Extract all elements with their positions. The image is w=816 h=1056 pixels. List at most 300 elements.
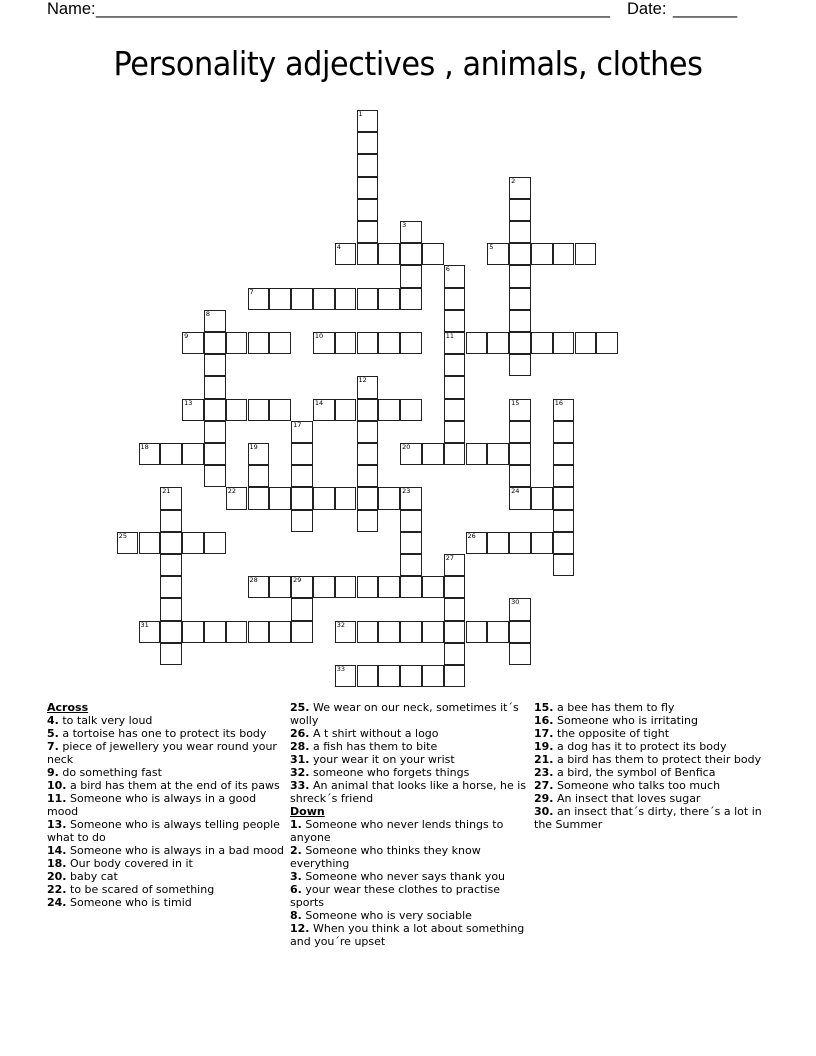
crossword-cell[interactable]	[378, 621, 400, 643]
crossword-cell[interactable]	[357, 510, 379, 532]
crossword-cell[interactable]	[335, 576, 357, 598]
clue-text: Someone who is always in a good mood	[47, 792, 257, 818]
clue-text: someone who forgets things	[313, 766, 470, 779]
crossword-cell[interactable]	[378, 576, 400, 598]
crossword-cell[interactable]	[400, 621, 422, 643]
clue-text: do something fast	[62, 766, 162, 779]
crossword-cell[interactable]	[553, 399, 575, 421]
crossword-cell[interactable]	[487, 621, 509, 643]
clue-number: 14.	[47, 844, 67, 857]
crossword-cell[interactable]	[553, 510, 575, 532]
crossword-cell[interactable]	[400, 532, 422, 554]
crossword-cell[interactable]	[553, 487, 575, 509]
clue-number: 17.	[534, 727, 554, 740]
across-heading: Across	[47, 701, 89, 714]
crossword-cell[interactable]	[400, 576, 422, 598]
crossword-cell[interactable]	[269, 332, 291, 354]
crossword-cell[interactable]	[509, 288, 531, 310]
crossword-cell[interactable]	[357, 576, 379, 598]
clue-text: a bird has them at the end of its paws	[70, 779, 280, 792]
crossword-cell[interactable]	[226, 332, 248, 354]
clue-across-item	[47, 766, 287, 779]
crossword-cell[interactable]	[204, 421, 226, 443]
crossword-cell[interactable]	[466, 532, 488, 554]
clue-text: your wear it on your wrist	[313, 753, 455, 766]
crossword-cell[interactable]	[248, 332, 270, 354]
crossword-cell[interactable]	[357, 376, 379, 398]
clue-number: 28	[249, 576, 258, 585]
crossword-cell[interactable]	[182, 621, 204, 643]
crossword-cell[interactable]	[509, 177, 531, 199]
crossword-cell[interactable]	[400, 443, 422, 465]
clue-across-item	[47, 883, 287, 896]
crossword-cell[interactable]	[335, 487, 357, 509]
crossword-cell[interactable]	[269, 487, 291, 509]
crossword-cell[interactable]	[291, 465, 313, 487]
clue-number: 7.	[47, 740, 59, 753]
clue-text: a fish has them to bite	[313, 740, 438, 753]
crossword-cell[interactable]	[553, 243, 575, 265]
clues-column-1	[47, 701, 287, 909]
crossword-cell[interactable]	[400, 399, 422, 421]
clue-text: Someone who never lends things to anyone	[290, 818, 504, 844]
crossword-cell[interactable]	[204, 310, 226, 332]
crossword-cell[interactable]	[487, 243, 509, 265]
crossword-cell[interactable]	[313, 332, 335, 354]
crossword-cell[interactable]	[444, 665, 466, 687]
clue-number: 23.	[534, 766, 554, 779]
crossword-cell[interactable]	[357, 487, 379, 509]
clue-across-item	[47, 779, 287, 792]
crossword-cell[interactable]	[422, 243, 444, 265]
clue-across-item	[47, 896, 287, 909]
crossword-cell[interactable]	[204, 332, 226, 354]
crossword-cell[interactable]	[313, 576, 335, 598]
crossword-cell[interactable]	[160, 487, 182, 509]
crossword-cell[interactable]	[509, 199, 531, 221]
crossword-cell[interactable]	[509, 487, 531, 509]
clue-across-item	[47, 818, 287, 844]
crossword-cell[interactable]	[357, 621, 379, 643]
crossword-cell[interactable]	[487, 532, 509, 554]
clue-number: 7	[249, 287, 254, 296]
clue-number: 2.	[290, 844, 302, 857]
crossword-cell[interactable]	[422, 665, 444, 687]
clue-text: to be scared of something	[70, 883, 215, 896]
clue-text: Someone who never says thank you	[305, 870, 506, 883]
crossword-cell[interactable]	[531, 243, 553, 265]
clue-number: 22	[227, 487, 236, 496]
crossword-cell[interactable]	[487, 332, 509, 354]
crossword-cell[interactable]	[487, 443, 509, 465]
clue-text: Someone who is very sociable	[305, 909, 472, 922]
clue-number: 12.	[290, 922, 310, 935]
crossword-cell[interactable]	[269, 288, 291, 310]
crossword-cell[interactable]	[466, 332, 488, 354]
crossword-cell[interactable]	[400, 265, 422, 287]
clue-text: Someone who is always telling people what to do	[47, 818, 280, 844]
crossword-cell[interactable]	[335, 399, 357, 421]
clue-number: 29	[293, 576, 302, 585]
clue-number: 32	[336, 620, 345, 629]
crossword-cell[interactable]	[313, 288, 335, 310]
clue-number: 26.	[290, 727, 310, 740]
crossword-cell[interactable]	[378, 332, 400, 354]
crossword-cell[interactable]	[444, 576, 466, 598]
clue-number: 21.	[534, 753, 554, 766]
crossword-cell[interactable]	[357, 465, 379, 487]
crossword-cell[interactable]	[160, 643, 182, 665]
crossword-cell[interactable]	[400, 288, 422, 310]
clue-down-item	[534, 792, 774, 805]
crossword-cell[interactable]	[509, 399, 531, 421]
crossword-cell[interactable]	[509, 221, 531, 243]
clue-number: 15	[511, 398, 520, 407]
crossword-cell[interactable]	[139, 621, 161, 643]
clue-number: 33.	[290, 779, 310, 792]
clue-number: 1	[358, 110, 363, 118]
clue-down-item	[290, 844, 530, 870]
crossword-cell[interactable]	[357, 154, 379, 176]
crossword-cell[interactable]	[357, 665, 379, 687]
clue-number: 24.	[47, 896, 67, 909]
clue-down-item	[534, 805, 774, 831]
crossword-cell[interactable]	[248, 443, 270, 465]
crossword-cell[interactable]	[291, 621, 313, 643]
clue-across-item	[290, 766, 530, 779]
crossword-cell[interactable]	[400, 243, 422, 265]
crossword-cell[interactable]	[160, 554, 182, 576]
crossword-cell[interactable]	[204, 621, 226, 643]
clue-number: 3	[402, 221, 407, 229]
clue-number: 29.	[534, 792, 554, 805]
crossword-cell[interactable]	[400, 332, 422, 354]
clue-number: 5	[489, 243, 494, 252]
clue-down-item	[290, 883, 530, 909]
crossword-cell[interactable]	[248, 576, 270, 598]
crossword-cell[interactable]	[182, 399, 204, 421]
crossword-cell[interactable]	[553, 332, 575, 354]
clue-text: A t shirt without a logo	[313, 727, 439, 740]
clue-number: 30	[511, 598, 520, 607]
crossword-cell[interactable]	[357, 443, 379, 465]
crossword-cell[interactable]	[226, 621, 248, 643]
crossword-cell[interactable]	[313, 399, 335, 421]
clue-number: 26	[467, 531, 476, 540]
clue-number: 12	[358, 376, 367, 385]
crossword-cell[interactable]	[400, 487, 422, 509]
name-field[interactable]: ________________________________________________________	[96, 0, 610, 18]
clue-text: an insect that´s dirty, there´s a lot in the Summer	[534, 805, 762, 831]
clue-down-item	[290, 870, 530, 883]
crossword-cell[interactable]	[509, 598, 531, 620]
clue-across-item	[290, 753, 530, 766]
crossword-cell[interactable]	[378, 487, 400, 509]
crossword-cell[interactable]	[226, 399, 248, 421]
clue-down-item	[534, 701, 774, 714]
page-title: Personality adjectives , animals, clothes	[113, 44, 703, 83]
crossword-cell[interactable]	[357, 177, 379, 199]
clue-across-item	[47, 857, 287, 870]
crossword-cell[interactable]	[160, 510, 182, 532]
clue-text: a bird has them to protect their body	[557, 753, 762, 766]
clue-number: 9.	[47, 766, 59, 779]
crossword-cell[interactable]	[335, 243, 357, 265]
clue-number: 31.	[290, 753, 310, 766]
clue-number: 20	[402, 443, 411, 451]
crossword-cell[interactable]	[313, 487, 335, 509]
clue-down-item	[290, 909, 530, 922]
crossword-cell[interactable]	[160, 598, 182, 620]
clue-number: 13.	[47, 818, 67, 831]
crossword-cell[interactable]	[378, 665, 400, 687]
crossword-cell[interactable]	[160, 443, 182, 465]
clue-text: the opposite of tight	[557, 727, 670, 740]
clue-number: 25	[118, 531, 127, 540]
crossword-cell[interactable]	[291, 487, 313, 509]
crossword-cell[interactable]	[291, 443, 313, 465]
clue-number: 33	[336, 665, 345, 673]
crossword-cell[interactable]	[291, 510, 313, 532]
crossword-cell[interactable]	[357, 132, 379, 154]
crossword-cell[interactable]	[182, 332, 204, 354]
clue-number: 14	[314, 398, 324, 407]
crossword-cell[interactable]	[509, 265, 531, 287]
clue-number: 17	[293, 420, 302, 429]
clue-number: 19.	[534, 740, 554, 753]
crossword-cell[interactable]	[553, 532, 575, 554]
crossword-cell[interactable]	[444, 621, 466, 643]
clue-text: Someone who is irritating	[557, 714, 698, 727]
clue-across-item	[47, 740, 287, 766]
crossword-cell[interactable]	[444, 421, 466, 443]
crossword-cell[interactable]	[466, 443, 488, 465]
crossword-cell[interactable]	[269, 399, 291, 421]
crossword-cell[interactable]	[509, 332, 531, 354]
crossword-cell[interactable]	[531, 487, 553, 509]
crossword-cell[interactable]	[204, 465, 226, 487]
clue-number: 16.	[534, 714, 554, 727]
date-field[interactable]: _______	[673, 0, 738, 18]
clue-text: When you think a lot about something and you´re upset	[290, 922, 525, 948]
clue-across-item	[47, 727, 287, 740]
crossword-cell[interactable]	[160, 576, 182, 598]
crossword-cell[interactable]	[248, 465, 270, 487]
crossword-cell[interactable]	[400, 510, 422, 532]
clue-down-item	[534, 727, 774, 740]
crossword-cell[interactable]	[444, 554, 466, 576]
clue-down-item	[534, 766, 774, 779]
clue-across-item	[290, 779, 530, 805]
clue-across-item	[290, 727, 530, 740]
clue-number: 6.	[290, 883, 302, 896]
clue-number: 11.	[47, 792, 67, 805]
crossword-cell[interactable]	[248, 621, 270, 643]
clue-number: 6	[445, 265, 450, 274]
clue-number: 11	[445, 332, 454, 340]
crossword-cell[interactable]	[596, 332, 618, 354]
crossword-cell[interactable]	[269, 576, 291, 598]
crossword-cell[interactable]	[509, 532, 531, 554]
crossword-cell[interactable]	[335, 332, 357, 354]
clue-text: Someone who thinks they know everything	[290, 844, 481, 870]
crossword-cell[interactable]	[204, 532, 226, 554]
crossword-cell[interactable]	[444, 643, 466, 665]
clue-number: 10	[314, 332, 324, 340]
clue-number: 2	[511, 176, 516, 185]
clue-text: your wear these clothes to practise sports	[290, 883, 500, 909]
crossword-cell[interactable]	[444, 399, 466, 421]
crossword-cell[interactable]	[335, 621, 357, 643]
crossword-cell[interactable]	[248, 399, 270, 421]
clue-number: 21	[162, 487, 171, 496]
crossword-cell[interactable]	[422, 443, 444, 465]
crossword-cell[interactable]	[444, 310, 466, 332]
clue-text: An insect that loves sugar	[557, 792, 701, 805]
crossword-cell[interactable]	[400, 665, 422, 687]
crossword-cell[interactable]	[357, 332, 379, 354]
crossword-cell[interactable]	[553, 443, 575, 465]
clue-number: 23	[402, 487, 411, 496]
crossword-cell[interactable]	[160, 621, 182, 643]
crossword-cell[interactable]	[291, 421, 313, 443]
clue-number: 19	[249, 443, 258, 451]
crossword-cell[interactable]	[335, 288, 357, 310]
crossword-cell[interactable]	[531, 332, 553, 354]
crossword-cell[interactable]	[509, 465, 531, 487]
clue-number: 30.	[534, 805, 554, 818]
clue-number: 22.	[47, 883, 67, 896]
clue-number: 4.	[47, 714, 59, 727]
crossword-cell[interactable]	[444, 354, 466, 376]
crossword-cell[interactable]	[291, 576, 313, 598]
crossword-cell[interactable]	[509, 354, 531, 376]
clue-text: We wear on our neck, sometimes it´s wolly	[290, 701, 519, 727]
clue-text: Someone who talks too much	[557, 779, 721, 792]
down-heading: Down	[290, 805, 325, 818]
clue-down-item	[534, 714, 774, 727]
clue-down-item	[290, 922, 530, 948]
crossword-cell[interactable]	[139, 443, 161, 465]
crossword-cell[interactable]	[269, 621, 291, 643]
clue-across-item	[290, 701, 530, 727]
name-label: Name:	[47, 0, 96, 18]
crossword-cell[interactable]	[509, 421, 531, 443]
crossword-cell[interactable]	[204, 376, 226, 398]
crossword-cell[interactable]	[575, 243, 597, 265]
crossword-cell[interactable]	[291, 598, 313, 620]
clue-number: 8.	[290, 909, 302, 922]
clue-across-item	[47, 714, 287, 727]
clue-text: to talk very loud	[62, 714, 153, 727]
crossword-cell[interactable]	[226, 487, 248, 509]
crossword-cell[interactable]	[291, 288, 313, 310]
crossword-cell[interactable]	[357, 421, 379, 443]
clue-number: 16	[554, 398, 563, 407]
crossword-cell[interactable]	[182, 532, 204, 554]
crossword-cell[interactable]	[357, 288, 379, 310]
clue-down-item	[534, 779, 774, 792]
clue-text: Someone who is timid	[70, 896, 192, 909]
crossword-cell[interactable]	[444, 265, 466, 287]
clue-number: 1.	[290, 818, 302, 831]
clue-across-item	[290, 740, 530, 753]
crossword-cell[interactable]	[378, 288, 400, 310]
clue-number: 9	[184, 332, 189, 340]
clue-number: 25.	[290, 701, 310, 714]
crossword-cell[interactable]	[400, 221, 422, 243]
crossword-cell[interactable]	[357, 243, 379, 265]
crossword-cell[interactable]	[553, 465, 575, 487]
clue-number: 10.	[47, 779, 67, 792]
crossword-cell[interactable]	[117, 532, 139, 554]
clue-text: baby cat	[70, 870, 118, 883]
clue-down-item	[534, 740, 774, 753]
clues-column-3	[534, 701, 774, 831]
clue-number: 24	[511, 487, 520, 496]
crossword-cell[interactable]	[509, 243, 531, 265]
clue-number: 27	[445, 554, 454, 562]
crossword-cell[interactable]	[509, 643, 531, 665]
crossword-cell[interactable]	[531, 532, 553, 554]
clue-number: 4	[336, 243, 341, 252]
clue-text: a bird, the symbol of Benfica	[557, 766, 716, 779]
crossword-cell[interactable]	[509, 443, 531, 465]
clue-number: 32.	[290, 766, 310, 779]
crossword-cell[interactable]	[357, 199, 379, 221]
clue-text: Our body covered in it	[70, 857, 193, 870]
crossword-cell[interactable]	[160, 532, 182, 554]
clue-text: Someone who is always in a bad mood	[70, 844, 285, 857]
crossword-cell[interactable]	[357, 221, 379, 243]
crossword-cell[interactable]	[444, 443, 466, 465]
crossword-cell[interactable]	[553, 421, 575, 443]
clue-down-item	[534, 753, 774, 766]
clue-down-item	[290, 818, 530, 844]
crossword-cell[interactable]	[204, 399, 226, 421]
date-label: Date:	[627, 0, 667, 18]
crossword-cell[interactable]	[575, 332, 597, 354]
crossword-cell[interactable]	[444, 332, 466, 354]
crossword-cell[interactable]	[553, 554, 575, 576]
crossword-cell[interactable]	[400, 554, 422, 576]
crossword-cell[interactable]	[509, 621, 531, 643]
crossword-cell[interactable]	[204, 443, 226, 465]
crossword-cell[interactable]	[357, 110, 379, 132]
crossword-cell[interactable]	[139, 532, 161, 554]
crossword-cell[interactable]	[466, 621, 488, 643]
crossword-cell[interactable]	[248, 288, 270, 310]
crossword-cell[interactable]	[509, 310, 531, 332]
crossword-cell[interactable]	[335, 665, 357, 687]
clue-across-item	[47, 792, 287, 818]
crossword-cell[interactable]	[248, 487, 270, 509]
clue-text: piece of jewellery you wear round your neck	[47, 740, 277, 766]
crossword-cell[interactable]	[357, 399, 379, 421]
crossword-cell[interactable]	[422, 621, 444, 643]
crossword-cell[interactable]	[378, 399, 400, 421]
crossword-cell[interactable]	[444, 288, 466, 310]
crossword-cell[interactable]	[422, 576, 444, 598]
crossword-cell[interactable]	[378, 243, 400, 265]
crossword-cell[interactable]	[204, 354, 226, 376]
clue-number: 27.	[534, 779, 554, 792]
crossword-cell[interactable]	[182, 443, 204, 465]
clue-number: 31	[140, 620, 149, 629]
clue-text: a bee has them to fly	[557, 701, 675, 714]
crossword-cell[interactable]	[444, 376, 466, 398]
crossword-cell[interactable]	[444, 598, 466, 620]
